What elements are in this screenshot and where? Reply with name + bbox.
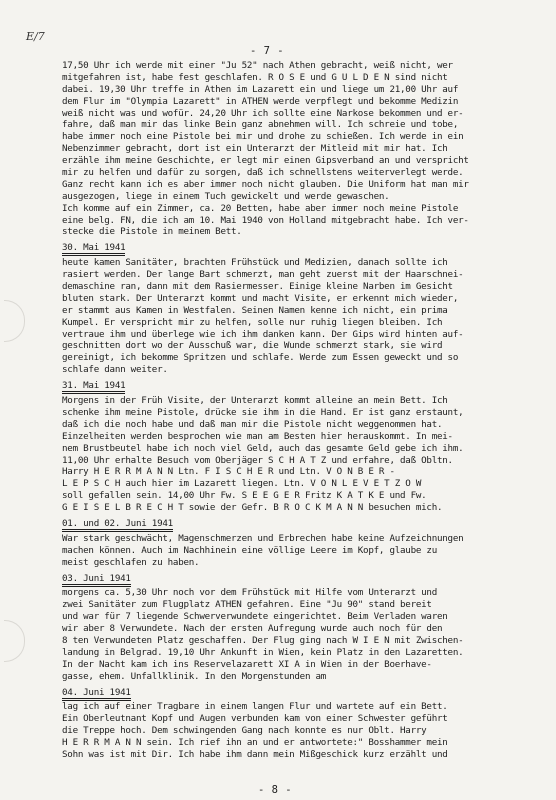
text-line: lag ich auf einer Tragbare in einem langen Flur und wartete auf ein Bett. (62, 701, 448, 713)
entry-paragraph (62, 395, 552, 514)
entry-date: 01. und 02. Juni 1941 (62, 519, 173, 532)
text-line: er stammt aus Kamen in Westfalen. Seinen Namen kenne ich nicht, ein prima (62, 304, 448, 316)
entry-date-heading (62, 380, 552, 392)
text-line: mir zu helfen und dafür zu sorgen, daß ich schnellstens weiterverlegt werde. (62, 167, 464, 179)
text-line: habe immer noch eine Pistole bei mir und drohe zu schießen. Ich werde in ein (62, 131, 464, 143)
entry-date: 03. Juni 1941 (62, 574, 131, 587)
text-line: ausgezogen, liege in einem Tuch gewickelt und werde gewaschen. (62, 190, 390, 202)
text-line: soll gefallen sein. 14,00 Uhr Fw. S E E G E R Fritz K A T K E und Fw. (62, 490, 427, 502)
text-line: Ich komme auf ein Zimmer, ca. 20 Betten, habe aber immer noch meine Pistole (62, 202, 459, 214)
text-line: Morgens in der Früh Visite, der Unterarzt kommt alleine an mein Bett. Ich (62, 395, 448, 407)
page-number-bottom: - 8 - (258, 784, 293, 796)
entry-date-heading (62, 242, 552, 254)
text-line: 8 ten Verwundeten Platz geschaffen. Der Flug ging nach W I E N mit Zwischen- (62, 634, 464, 646)
entry-paragraph (62, 60, 552, 238)
text-line: 17,50 Uhr ich werde mit einer "Ju 52" nach Athen gebracht, weiß nicht, wer (62, 60, 453, 71)
text-line: demaschine ran, dann mit dem Rasiermesser. Einige kleine Narben im Gesicht (62, 281, 453, 293)
text-line: meist geschlafen zu haben. (62, 556, 200, 568)
text-line: G E I S E L B R E C H T sowie der Gefr. B R O C K M A N N besuchen mich. (62, 502, 443, 514)
text-line: daß ich die noch habe und daß man mir die Pistole nicht weggenommen hat. (62, 418, 443, 430)
text-line: rasiert werden. Der lange Bart schmerzt, man geht zuerst mit der Haarschnei- (62, 269, 464, 281)
text-line: bluten stark. Der Unterarzt kommt und macht Visite, er erkennt mich wieder, (62, 292, 459, 304)
text-line: heute kamen Sanitäter, brachten Frühstück und Medizien, danach sollte ich (62, 257, 448, 269)
text-line: Harry H E R R M A N N Ltn. F I S C H E R und Ltn. V O N B E R - (62, 466, 395, 478)
text-line: wir aber 8 Verwundete. Nach der ersten Aufregung wurde auch noch für den (62, 623, 443, 635)
text-line: 11,00 Uhr erhalte Besuch vom Oberjäger S C H A T Z und erfahre, daß Obltn. (62, 454, 453, 466)
text-line: geschnitten dort wo der Ausschuß war, die Wunde schmerzt stark, sie wird (62, 340, 443, 352)
punch-hole (4, 620, 25, 662)
page-number-top: - 7 - (250, 45, 285, 57)
text-line: gasse, ehem. Unfallklinik. In den Morgenstunden am (62, 670, 327, 682)
diary-text (62, 60, 552, 765)
text-line: gereinigt, ich bekomme Spritzen und schlafe. Werde zum Essen geweckt und so (62, 352, 459, 364)
text-line: Kumpel. Er verspricht mir zu helfen, solle nur ruhig liegen bleiben. Ich (62, 316, 443, 328)
text-line: Ein Oberleutnant Kopf und Augen verbunden kam von einer Schwester geführt (62, 713, 448, 725)
text-line: dem Flur im "Olympia Lazarett" in ATHEN werde verpflegt und bekomme Medizin (62, 95, 459, 107)
text-line: War stark geschwächt, Magenschmerzen und Erbrechen habe keine Aufzeichnungen (62, 532, 464, 544)
text-line: H E R R M A N N sein. Ich rief ihn an und er antwortete:" Bosshammer mein (62, 737, 448, 749)
text-line: landung in Belgrad. 19,10 Uhr Ankunft in Wien, kein Platz in den Lazaretten. (62, 646, 464, 658)
text-line: weiß nicht was und wofür. 24,20 Uhr ich sollte eine Narkose bekommen und er- (62, 107, 464, 119)
text-line: Sohn was ist mit Dir. Ich habe ihm dann mein Mißgeschick kurz erzählt und (62, 748, 448, 760)
entry-date-heading (62, 573, 552, 585)
entry-paragraph (62, 533, 552, 569)
text-line: und war für 7 liegende Schwerverwundete eingerichtet. Beim Verladen waren (62, 611, 448, 623)
corner-mark: E/7 (26, 30, 45, 43)
entry-date: 31. Mai 1941 (62, 381, 125, 394)
text-line: Nebenzimmer gebracht, dort ist ein Unterarzt der Mitleid mit mir hat. Ich (62, 143, 448, 155)
text-line: mitgefahren ist, habe fest geschlafen. R O S E und G U L D E N sind nicht (62, 71, 448, 83)
punch-hole (4, 300, 25, 342)
text-line: In der Nacht kam ich ins Reservelazarett XI A in Wien in der Boerhave- (62, 658, 432, 670)
text-line: Ganz recht kann ich es aber immer noch nicht glauben. Die Uniform hat man mir (62, 178, 469, 190)
text-line: zwei Sanitäter zum Flugplatz ATHEN gefahren. Eine "Ju 90" stand bereit (62, 599, 432, 611)
text-line: stecke die Pistole in meinem Bett. (62, 226, 242, 238)
entry-date-heading (62, 518, 552, 530)
entry-date: 30. Mai 1941 (62, 243, 125, 256)
text-line: machen können. Auch im Nachhinein eine völlige Leere im Kopf, glaube zu (62, 544, 437, 556)
text-line: dabei. 19,30 Uhr treffe in Athen im Lazarett ein und liege um 21,00 Uhr auf (62, 83, 459, 95)
entry-date-heading (62, 687, 552, 699)
text-line: schenke ihm meine Pistole, drücke sie ihm in die Hand. Er ist ganz erstaunt, (62, 406, 464, 418)
text-line: morgens ca. 5,30 Uhr noch vor dem Frühstück mit Hilfe vom Unterarzt und (62, 587, 437, 599)
text-line: Einzelheiten werden besprochen wie man am Besten hier herauskommt. In mei- (62, 430, 453, 442)
text-line: eine belg. FN, die ich am 10. Mai 1940 von Holland mitgebracht habe. Ich ver- (62, 214, 469, 226)
entry-paragraph (62, 701, 552, 760)
text-line: die Treppe hoch. Dem schwingenden Gang nach konnte es nur Oblt. Harry (62, 725, 427, 737)
entry-date: 04. Juni 1941 (62, 688, 131, 701)
text-line: erzähle ihm meine Geschichte, er legt mir einen Gipsverband an und verspricht (62, 155, 469, 167)
entry-paragraph (62, 587, 552, 682)
text-line: vertraue ihm und überlege wie ich ihm danken kann. Der Gips wird hinten auf- (62, 328, 464, 340)
entry-paragraph (62, 257, 552, 376)
text-line: L E P S C H auch hier im Lazarett liegen. Ltn. V O N L E V E T Z O W (62, 478, 422, 490)
text-line: fahre, daß man mir das linke Bein ganz abnehmen will. Ich schreie und tobe, (62, 119, 459, 131)
text-line: schlafe dann weiter. (62, 364, 168, 376)
text-line: nem Brustbeutel habe ich noch viel Geld, auch das gesamte Geld gebe ich ihm. (62, 442, 464, 454)
